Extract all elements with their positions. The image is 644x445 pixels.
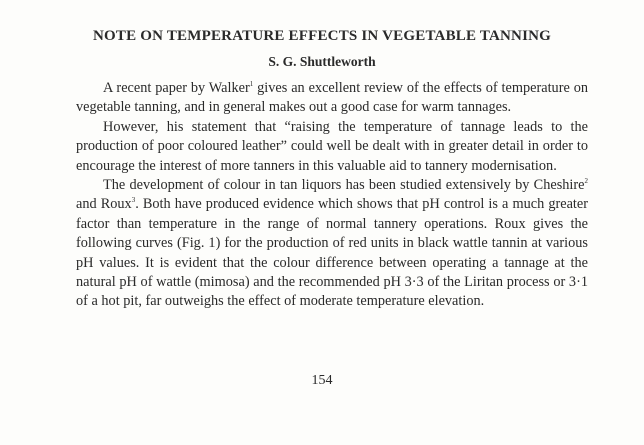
paragraph-text: However, his statement that “raising the temperature of tannage leads to the production of poor coloured leather” could well be dealt with in greater detail in order to encourage the interest of more tanners in this valuable aid to tannery modernisation. [76,118,588,174]
reference-marker: 2 [584,177,588,186]
paragraph-text: . Both have produced evidence which shows that pH control is a much greater factor than temperature in the range of normal tannery operations. Roux gives the following curves (Fig. 1) for the production of red units in black wattle tannin at various pH values. It is evident that the colour difference between operating a tannage at the natural pH of wattle (mimosa) and the recommended pH 3·3 of the Liritan process or 3·1 of a hot pit, far outweighs the effect of moderate temperature elevation. [76,196,588,310]
paragraph-text: The development of colour in tan liquors has been studied extensively by Cheshire [103,177,585,194]
paragraph-text: A recent paper by Walker [103,80,250,96]
article-title: NOTE ON TEMPERATURE EFFECTS IN VEGETABLE TANNING [92,28,552,44]
reference-marker: 3 [131,196,136,205]
paragraph-2 [76,118,588,176]
reference-marker: 1 [249,80,254,88]
page-number: 154 [311,373,333,388]
article-body [76,79,588,312]
paragraph-text: gives an excellent review of the effects of temperature on vegetable tanning, and in general makes out a good case for warm tannages. [76,80,588,116]
paragraph-text: and Roux [76,196,132,213]
paragraph-3 [76,176,588,312]
article-author: S. G. Shuttleworth [268,54,376,69]
paragraph-1 [76,79,588,118]
